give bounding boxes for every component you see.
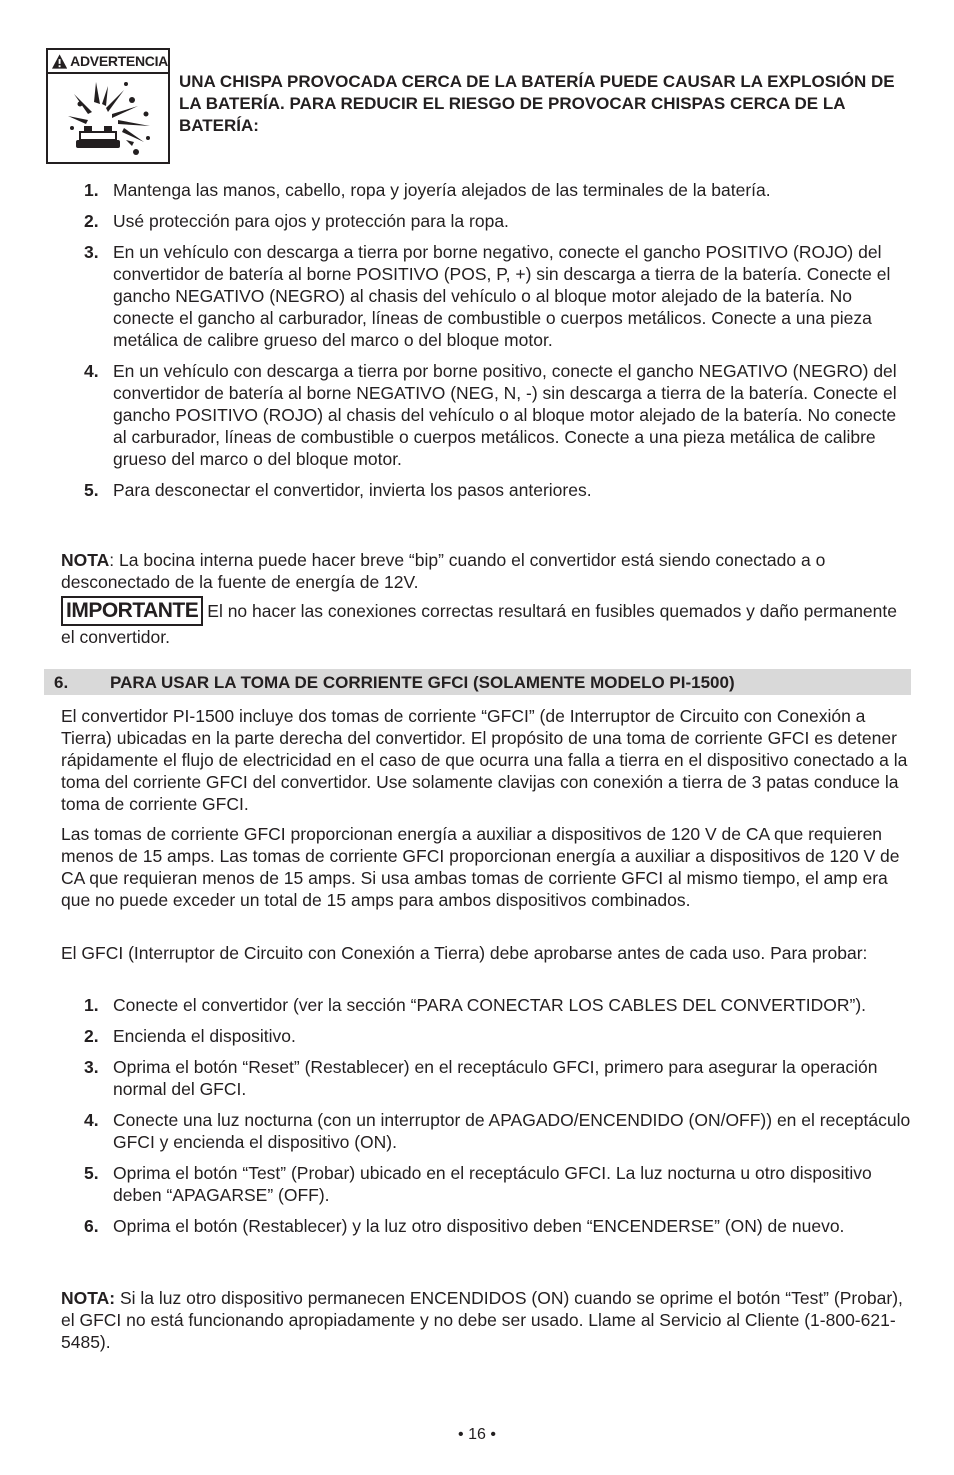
list-item-number: 2. — [84, 211, 99, 231]
list-item-number: 4. — [84, 1110, 99, 1130]
list-item-number: 2. — [84, 1026, 99, 1046]
important-text: El no hacer las conexiones correctas resultará en fusibles quemados y daño permanente el convertidor. — [61, 601, 897, 647]
list-item-text: Conecte el convertidor (ver la sección “PARA CONECTAR LOS CABLES DEL CONVERTIDOR”). — [113, 995, 867, 1015]
important-paragraph — [61, 596, 911, 648]
battery-steps-list — [0, 179, 954, 501]
gfci-test-intro-paragraph: El GFCI (Interruptor de Circuito con Conexión a Tierra) debe aprobarse antes de cada uso. Para probar: — [61, 943, 868, 963]
note2-paragraph — [61, 1287, 911, 1353]
list-item-text: Conecte una luz nocturna (con un interruptor de APAGADO/ENCENDIDO (ON/OFF)) en el receptáculo GFCI y encienda el dispositivo (ON). — [113, 1110, 911, 1152]
explosion-icon — [66, 80, 158, 160]
list-item — [0, 1162, 954, 1206]
list-item-text: En un vehículo con descarga a tierra por borne negativo, conecte el gancho POSITIVO (ROJO) del convertidor de batería al borne POSITIVO (POS, P, +) sin descarga a tierra de la batería. Conecte el gancho NEGATIVO (NEGRO) al chasis del vehículo o al bloque motor alejado de la batería. No conecte el gancho al carburador, líneas de combustible o cuerpos metálicos. Conecte a una pieza metálica de calibre grueso del marco o del bloque motor. — [113, 242, 891, 350]
list-item — [0, 1056, 954, 1100]
list-item — [0, 1109, 954, 1153]
list-item-text: Oprima el botón “Reset” (Restablecer) en el receptáculo GFCI, primero para asegurar la operación normal del GFCI. — [113, 1057, 878, 1099]
gfci-power-paragraph: Las tomas de corriente GFCI proporcionan energía a auxiliar a dispositivos de 120 V de CA que requieren menos de 15 amps. Las tomas de corriente GFCI proporcionan energía a auxiliar a dispositivos de 120 V de CA que requieran menos de 15 amps. Si usa ambas tomas de corriente GFCI al mismo tiempo, el amp era que no puede exceder un total de 15 amps para ambos dispositivos combinados. — [61, 824, 900, 910]
list-item — [0, 994, 954, 1016]
list-item-number: 1. — [84, 995, 99, 1015]
section-heading — [44, 669, 911, 695]
warning-text: UNA CHISPA PROVOCADA CERCA DE LA BATERÍA PUEDE CAUSAR LA EXPLOSIÓN DE LA BATERÍA. PARA REDUCIR EL RIESGO DE PROVOCAR CHISPAS CERCA DE LA BATERÍA: — [179, 72, 895, 135]
list-item-text: Para desconectar el convertidor, invierta los pasos anteriores. — [113, 480, 592, 500]
list-item-number: 3. — [84, 242, 99, 262]
page-number: • 16 • — [458, 1426, 496, 1443]
list-item-text: Mantenga las manos, cabello, ropa y joyería alejados de las terminales de la batería. — [113, 180, 771, 200]
list-item-text: Oprima el botón (Restablecer) y la luz otro dispositivo deben “ENCENDERSE” (ON) de nuevo. — [113, 1216, 845, 1236]
important-label: IMPORTANTE — [61, 596, 203, 626]
list-item — [0, 1215, 954, 1237]
list-item-number: 6. — [84, 1216, 99, 1236]
list-item — [0, 179, 954, 201]
warning-label: ADVERTENCIA — [70, 53, 168, 69]
list-item-number: 1. — [84, 180, 99, 200]
list-item — [0, 360, 954, 470]
gfci-test-steps-list — [0, 994, 954, 1237]
section-number: 6. — [54, 673, 69, 692]
list-item-text: Encienda el dispositivo. — [113, 1026, 296, 1046]
gfci-intro-paragraph: El convertidor PI-1500 incluye dos tomas de corriente “GFCI” (de Interruptor de Circuito con Conexión a Tierra) ubicadas en la parte derecha del convertidor. El propósito de una toma de corriente GFCI es detener rápidamente el flujo de electricidad en el caso de que ocurra una falla a tierra en el dispositivo conectado a la toma del corriente GFCI del convertidor. Use solamente clavijas con conexión a tierra de 3 patas conduce la toma de corriente GFCI. — [61, 706, 908, 814]
warning-triangle-icon — [52, 54, 67, 69]
note-text: : La bocina interna puede hacer breve “bip” cuando el convertidor está siendo conectado a o desconectado de la fuente de energía de 12V. — [61, 550, 826, 592]
section-title: PARA USAR LA TOMA DE CORRIENTE GFCI (SOLAMENTE MODELO PI-1500) — [110, 673, 735, 692]
note2-text: Si la luz otro dispositivo permanecen ENCENDIDOS (ON) cuando se oprime el botón “Test” (Probar), el GFCI no está funcionando apropiadamente y no debe ser usado. Llame al Servicio al Cliente (1-800-621-5485). — [61, 1288, 903, 1352]
list-item-text: En un vehículo con descarga a tierra por borne positivo, conecte el gancho NEGATIVO (NEGRO) del convertidor de batería al borne NEGATIVO (NEG, N, -) sin descarga a tierra de la batería. Conecte el gancho POSITIVO (ROJO) al chasis del vehículo o al bloque motor alejado de la batería. No conecte al carburador, líneas de combustible o cuerpos metálicos. Conecte a una pieza metálica de calibre grueso del marco o del bloque motor. — [113, 361, 897, 469]
list-item-number: 3. — [84, 1057, 99, 1077]
list-item-text: Usé protección para ojos y protección para la ropa. — [113, 211, 509, 231]
note-label: NOTA — [61, 550, 110, 570]
note-paragraph — [61, 549, 911, 593]
list-item — [0, 241, 954, 351]
warning-box — [46, 48, 170, 164]
list-item-number: 5. — [84, 1163, 99, 1183]
list-item — [0, 210, 954, 232]
note2-label: NOTA: — [61, 1288, 116, 1308]
list-item-number: 5. — [84, 480, 99, 500]
list-item-number: 4. — [84, 361, 99, 381]
list-item — [0, 1025, 954, 1047]
list-item-text: Oprima el botón “Test” (Probar) ubicado en el receptáculo GFCI. La luz nocturna u otro dispositivo deben “APAGARSE” (OFF). — [113, 1163, 872, 1205]
list-item — [0, 479, 954, 501]
warning-header — [48, 50, 168, 74]
